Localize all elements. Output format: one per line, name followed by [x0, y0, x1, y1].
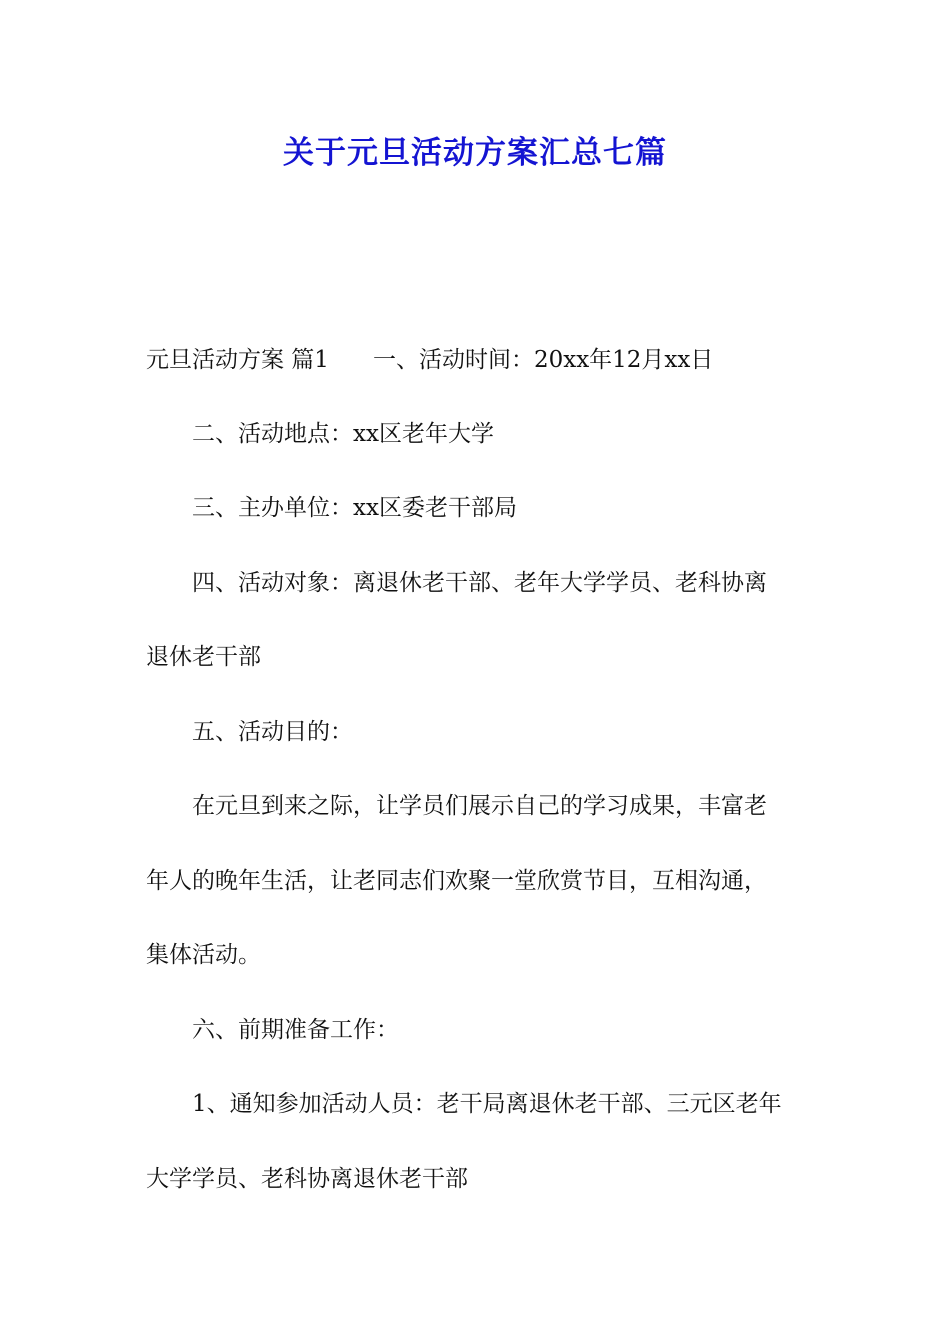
activity-time: 一、活动时间：20xx年12月xx日: [372, 347, 714, 373]
purpose-line-1: 在元旦到来之际，让学员们展示自己的学习成果，丰富老: [192, 793, 767, 819]
purpose-line-2: 年人的晚年生活，让老同志们欢聚一堂欣赏节目，互相沟通，: [146, 868, 767, 894]
organizer: 三、主办单位：xx区委老干部局: [192, 495, 517, 521]
purpose-line-3: 集体活动。: [146, 942, 261, 968]
document-title: 关于元旦活动方案汇总七篇: [283, 135, 667, 171]
preparation-heading: 六、前期准备工作：: [192, 1017, 399, 1043]
audience-line-1: 四、活动对象：离退休老干部、老年大学学员、老科协离: [192, 570, 767, 596]
preparation-item-1-line-2: 大学学员、老科协离退休老干部: [146, 1166, 468, 1192]
preparation-item-1-line-1: 1、通知参加活动人员：老干局离退休老干部、三元区老年: [192, 1091, 782, 1117]
purpose-heading: 五、活动目的：: [192, 719, 353, 745]
section-heading: 元旦活动方案 篇1: [146, 347, 329, 373]
audience-line-2: 退休老干部: [146, 644, 261, 670]
section-heading-line: [146, 342, 826, 378]
activity-location: 二、活动地点：xx区老年大学: [192, 421, 494, 447]
